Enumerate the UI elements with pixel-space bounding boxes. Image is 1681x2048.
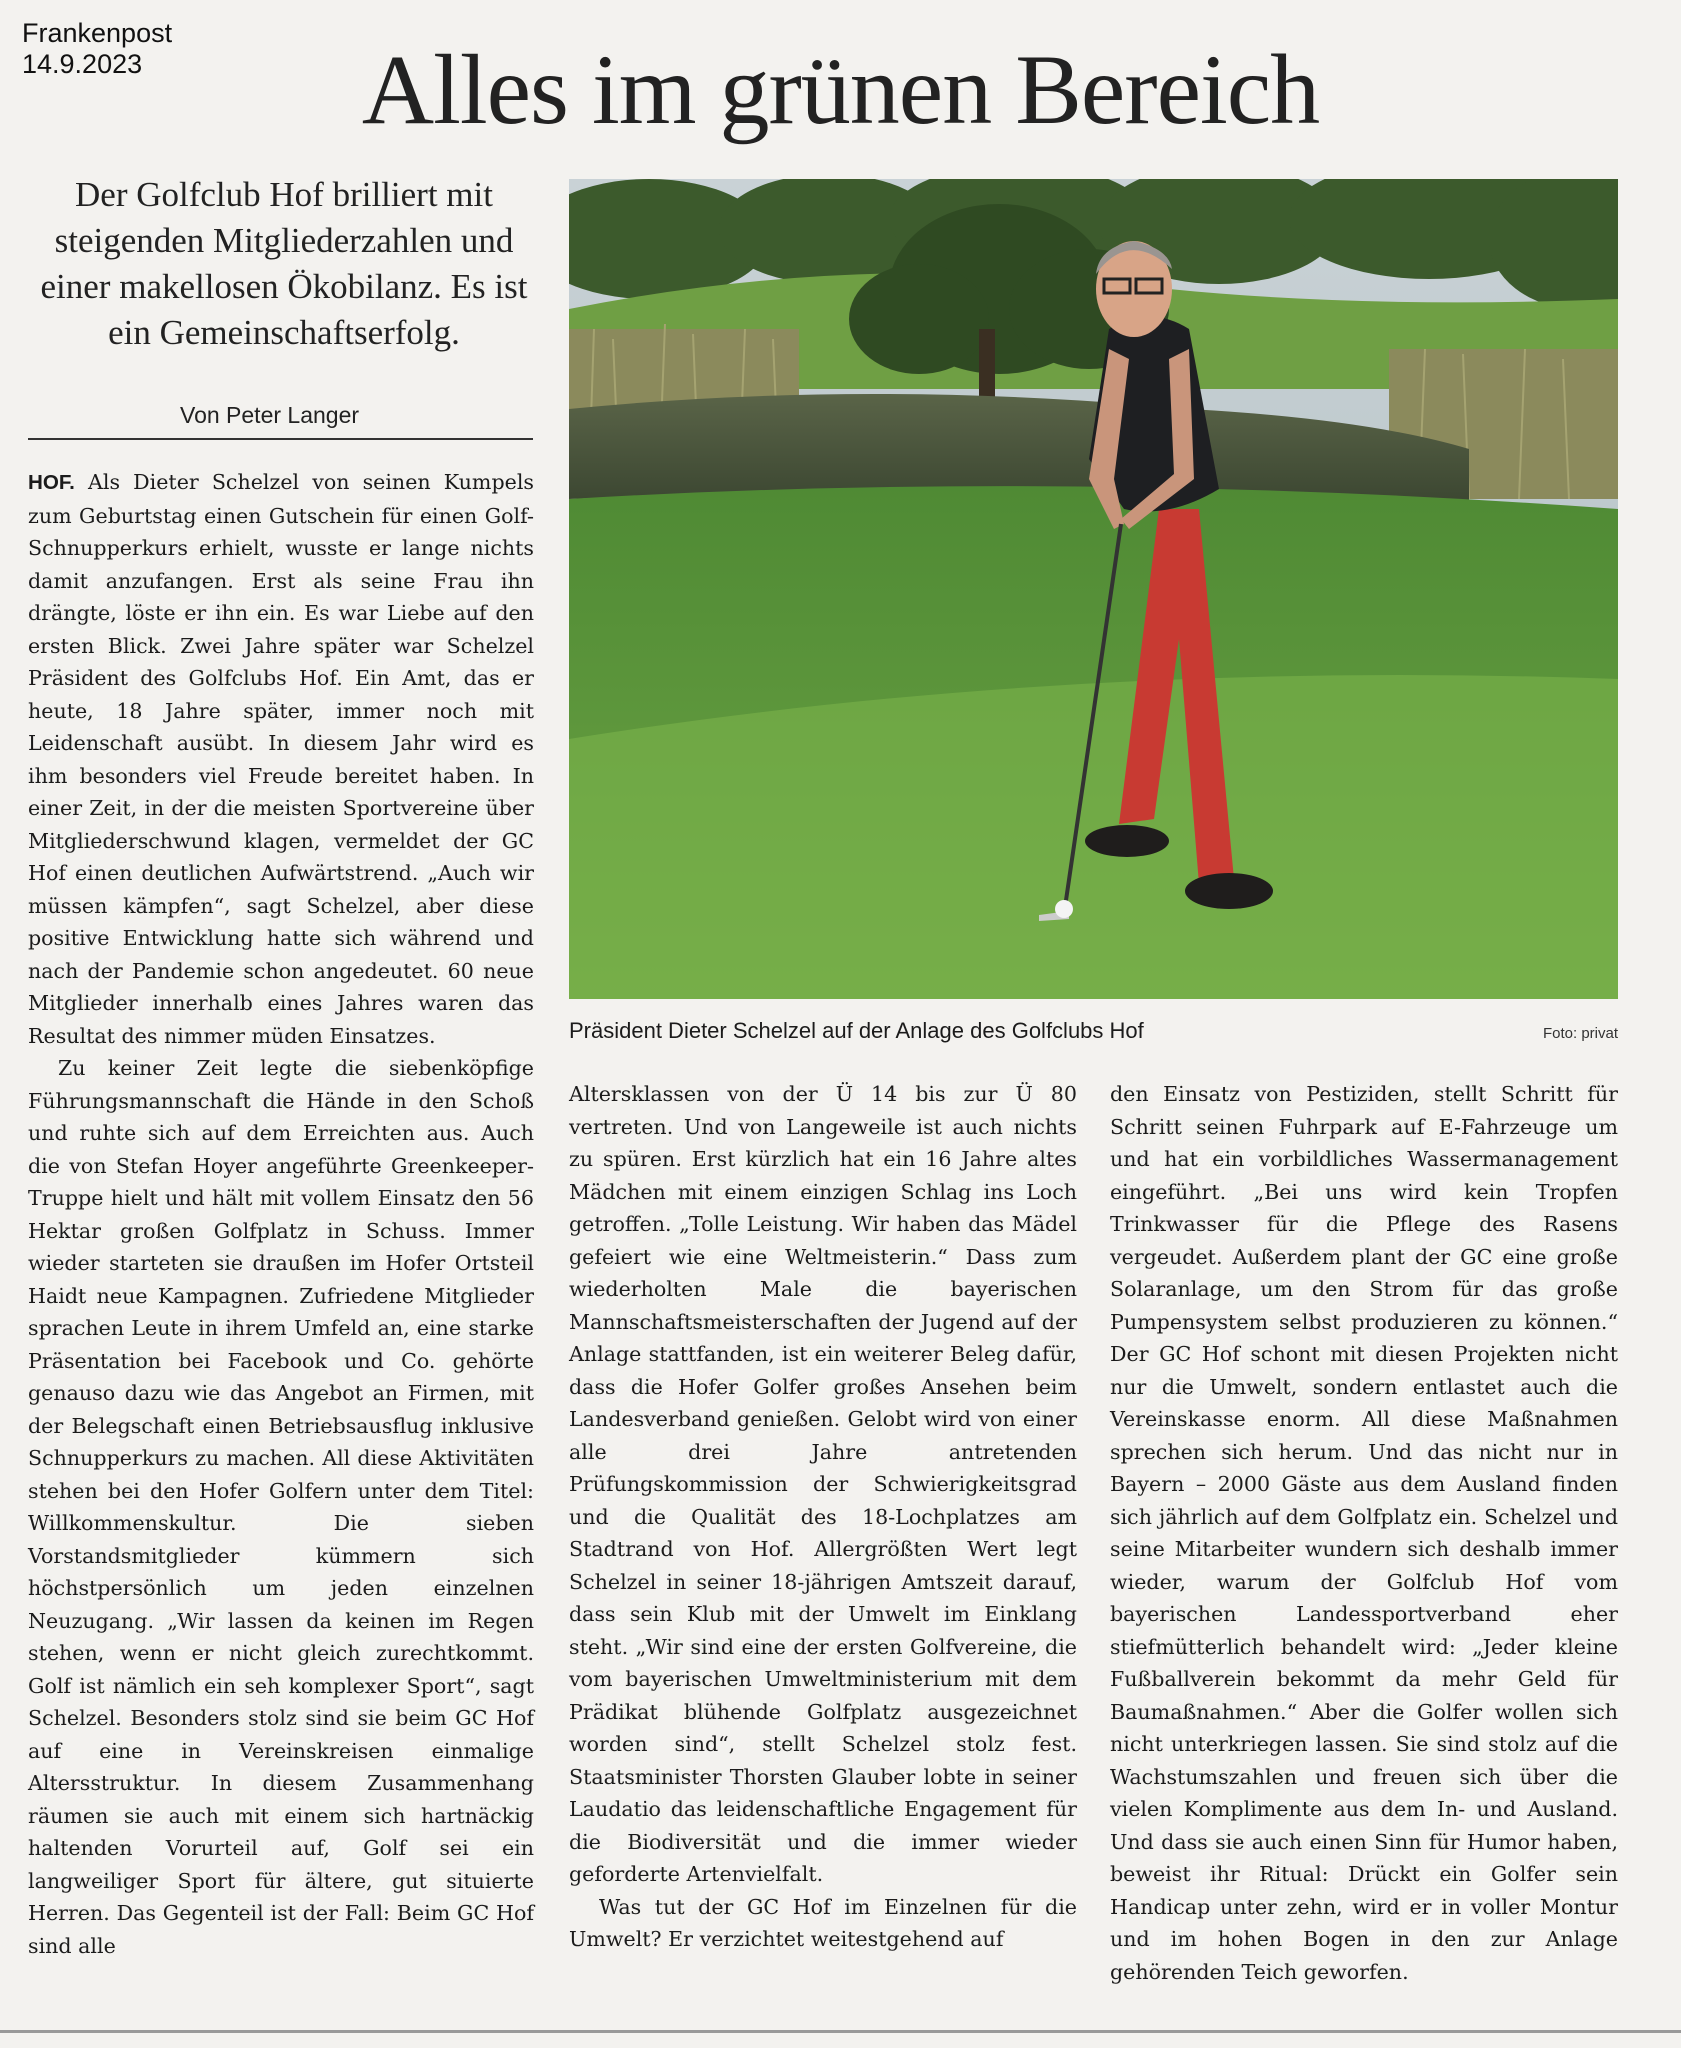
article-paragraph: Altersklassen von der Ü 14 bis zur Ü 80 vertreten. Und von Langeweile ist auch nichts zu spüren. Erst kürzlich hat ein 16 Jahre altes Mädchen mit einem einzigen Schlag ins Loch getroffen. „Tolle Leistung. Wir haben das Mädel gefeiert wie eine Weltmeisterin.“ Dass zum wiederholten Male die bayerischen Mannschaftsmeisterschaften der Jugend auf der Anlage stattfanden, ist ein weiterer Beleg dafür, dass die Hofer Golfer großes Ansehen beim Landesverband genießen. Gelobt wird von einer alle drei Jahre antretenden Prüfungskommission der Schwierigkeitsgrad und die Qualität des 18-Lochplatzes am Stadtrand von Hof. Allergrößten Wert legt Schelzel in seiner 18-jährigen Amtszeit darauf, dass sein Klub mit der Umwelt im Einklang steht. „Wir sind eine der ersten Golfvereine, die vom bayerischen Umweltministerium mit dem Prädikat blühende Golfplatz ausgezeichnet worden sind“, stellt Schelzel stolz fest. Staatsminister Thorsten Glauber lobte in seiner Laudatio das leidenschaftliche Engagement für die Biodiversität und die immer wieder geforderte Artenvielfalt. (569, 1082, 1077, 1886)
paragraph-text: Als Dieter Schelzel von seinen Kumpels zum Geburtstag einen Gutschein für einen Golf- Schnupperkurs erhielt, wusste er lange nichts damit anzufangen. Erst als seine Frau ihn drängte, löste er ihn ein. Es war Liebe auf den ersten Blick. Zwei Jahre später war Schelzel Präsident des Golfclubs Hof. Ein Amt, das er heute, 18 Jahre später, immer noch mit Leidenschaft ausübt. In diesem Jahr wird es ihm besonders viel Freude bereitet haben. In einer Zeit, in der die meisten Sportvereine über Mitgliederschwund klagen, vermeldet der GC Hof einen deutlichen Aufwärtstrend. „Auch wir müssen kämpfen“, sagt Schelzel, aber diese positive Entwicklung hatte sich während und nach der Pandemie schon angedeutet. 60 neue Mitglieder innerhalb eines Jahres waren das Resultat des nimmer müden Einsatzes. (28, 470, 534, 1048)
photo-caption: Präsident Dieter Schelzel auf der Anlage des Golfclubs Hof (569, 1018, 1144, 1043)
article-paragraph: Zu keiner Zeit legte die siebenköpfige Führungsmannschaft die Hände in den Schoß und ruhte sich auf dem Erreichten aus. Auch die von Stefan Hoyer angeführte Greenkeeper-Truppe hielt und hält mit vollem Einsatz den 56 Hektar großen Golfplatz in Schuss. Immer wieder starteten sie draußen im Hofer Ortsteil Haidt neue Kampagnen. Zufriedene Mitglieder sprachen Leute in ihrem Umfeld an, eine starke Präsentation bei Facebook und Co. gehörte genauso dazu wie das Angebot an Firmen, mit der Belegschaft einen Betriebsausflug inklusive Schnupperkurs zu machen. All diese Aktivitäten stehen bei den Hofer Golfern unter dem Titel: Willkommenskultur. Die sieben Vorstandsmitglieder kümmern sich höchstpersönlich um jeden einzelnen Neuzugang. „Wir lassen da keinen im Regen stehen, wenn er nicht gleich zurechtkommt. Golf ist nämlich ein seh komplexer Sport“, sagt Schelzel. Besonders stolz sind sie beim GC Hof auf eine in Vereinskreisen einmalige Altersstruktur. In diesem Zusammenhang räumen sie auch mit einem sich hartnäckig haltenden Vorurteil auf, Golf sei ein langweiliger Sport für ältere, gut situierte Herren. Das Gegenteil ist der Fall: Beim GC Hof sind alle (28, 1056, 534, 1958)
article-paragraph: Was tut der GC Hof im Einzelnen für die Umwelt? Er verzichtet weitestgehend auf (569, 1894, 1077, 1951)
article-teaser: Der Golfclub Hof brilliert mit steigenden Mitgliederzahlen und einer makellosen Ökobilanz. Es ist ein Gemeinschaftserfolg. (40, 175, 528, 352)
article-photo (569, 179, 1618, 999)
article-byline: Von Peter Langer (180, 402, 360, 428)
article-paragraph: den Einsatz von Pestiziden, stellt Schritt für Schritt seinen Fuhrpark auf E-Fahrzeuge um und hat ein vorbildliches Wassermanagement eingeführt. „Bei uns wird kein Tropfen Trinkwasser für die Pflege des Rasens vergeudet. Außerdem plant der GC eine große Solaranlage, um den Strom für das große Pumpensystem selbst produzieren zu können.“ Der GC Hof schont mit diesen Projekten nicht nur die Umwelt, sondern entlastet auch die Vereinskasse enorm. All diese Maßnahmen sprechen sich herum. Und das nicht nur in Bayern – 2000 Gäste aus dem Ausland finden sich jährlich auf dem Golfplatz ein. Schelzel und seine Mitarbeiter wundern sich deshalb immer wieder, warum der Golfclub Hof vom bayerischen Landessportverband eher stiefmütterlich behandelt wird: „Jeder kleine Fußballverein bekommt da mehr Geld für Baumaßnahmen.“ Aber die Golfer wollen sich nicht unterkriegen lassen. Sie sind stolz auf die Wachstumszahlen und freuen sich über die vielen Komplimente aus dem In- und Ausland. Und dass sie auch einen Sinn für Humor haben, beweist ihr Ritual: Drückt ein Golfer sein Handicap unter zehn, wird er in voller Montur und im hohen Bogen in den zur Anlage gehörenden Teich geworfen. (1110, 1082, 1618, 1984)
article-column-2 (569, 1078, 1077, 1956)
newspaper-name: Frankenpost (22, 18, 173, 48)
page-bottom-rule (0, 2030, 1681, 2033)
article-paragraph (28, 466, 534, 1052)
golfer-photo-illustration (569, 179, 1618, 999)
dateline: HOF. (28, 471, 75, 494)
article-column-1 (28, 466, 534, 1962)
byline-divider (28, 438, 533, 440)
publication-date: 14.9.2023 (22, 49, 143, 79)
article-headline: Alles im grünen Bereich (361, 34, 1320, 145)
photo-credit: Foto: privat (1542, 1025, 1618, 1042)
article-column-3 (1110, 1078, 1618, 1988)
